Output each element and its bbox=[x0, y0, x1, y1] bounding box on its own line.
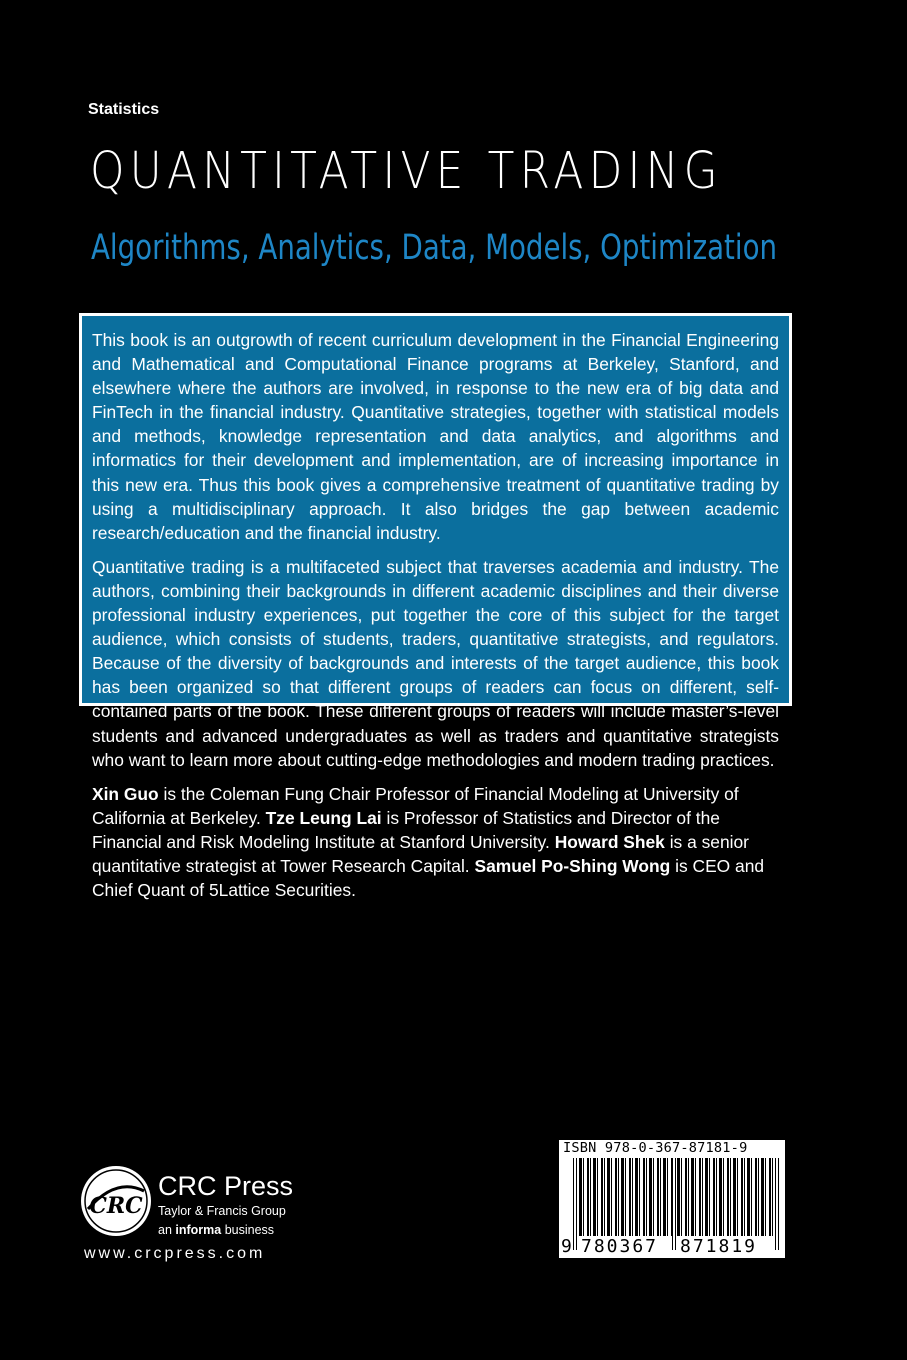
description-paragraph-2: Quantitative trading is a multifaceted subject that traverses academia and industry. The authors, combining their backgrounds in different academic disciplines and their diverse professional industry experiences, put together the core of this subject for the target audience, which consists of students, traders, quantitative strategists, and regulators. Because of the diversity of backgrounds and interests of the target audience, this book has been organized so that different groups of readers can focus on different, self-contained parts of the book. These different groups of readers will include master’s-level students and advanced undergraduates as well as traders and quantitative strategists who want to learn more about cutting-edge methodologies and modern trading practices. bbox=[92, 556, 779, 770]
ean-left-digits: 780367 bbox=[581, 1236, 659, 1257]
publisher-url: www.crcpress.com bbox=[84, 1245, 266, 1262]
author-name: Samuel Po-Shing Wong bbox=[474, 855, 671, 876]
barcode-guard-middle bbox=[672, 1158, 676, 1250]
ean-right-digits: 871819 bbox=[680, 1236, 758, 1257]
isbn-barcode bbox=[559, 1140, 785, 1258]
description-box bbox=[79, 313, 792, 901]
ean-first-digit: 9 bbox=[561, 1236, 572, 1257]
book-title: QUANTITATIVE TRADING bbox=[90, 142, 723, 201]
author-name: Howard Shek bbox=[554, 831, 665, 852]
barcode-bars bbox=[573, 1158, 779, 1236]
author-name: Tze Leung Lai bbox=[265, 807, 382, 828]
author-bio: is a senior quantitative strategist at Tower Research Capital. bbox=[92, 831, 749, 876]
author-name: Xin Guo bbox=[92, 783, 159, 804]
publisher-group: Taylor & Francis Group bbox=[158, 1204, 286, 1218]
book-subtitle: Algorithms, Analytics, Data, Models, Optimization bbox=[91, 228, 778, 268]
publisher-informa: an informa business bbox=[158, 1223, 275, 1237]
author-bio: is CEO and Chief Quant of 5Lattice Securities. bbox=[92, 855, 765, 901]
category-label: Statistics bbox=[88, 101, 160, 118]
crc-logo-icon bbox=[80, 1165, 152, 1237]
barcode-guard-right bbox=[775, 1158, 779, 1250]
logo-text: CRC bbox=[89, 1193, 143, 1219]
author-bio: is the Coleman Fung Chair Professor of Financial Modeling at University of California at Berkeley. bbox=[92, 783, 739, 828]
publisher-name: CRC Press bbox=[158, 1171, 294, 1201]
author-bios bbox=[92, 782, 779, 902]
barcode-guard-left bbox=[573, 1158, 577, 1250]
author-bio: is Professor of Statistics and Director of the Financial and Risk Modeling Institute at Stanford University. bbox=[92, 807, 720, 852]
description-paragraph-1: This book is an outgrowth of recent curriculum development in the Financial Engineering and Mathematical and Computational Finance programs at Berkeley, Stanford, and elsewhere where the authors are involved, in response to the new era of big data and FinTech in the financial industry. Quantitative strategies, together with statistical models and methods, knowledge representation and data analytics, and algorithms and informatics for their development and implementation, are of increasing importance in this new era. Thus this book gives a comprehensive treatment of quantitative trading by using a multidisciplinary approach. It also bridges the gap between academic research/education and the financial industry. bbox=[92, 330, 779, 543]
isbn-number: ISBN 978-0-367-87181-9 bbox=[563, 1140, 748, 1156]
